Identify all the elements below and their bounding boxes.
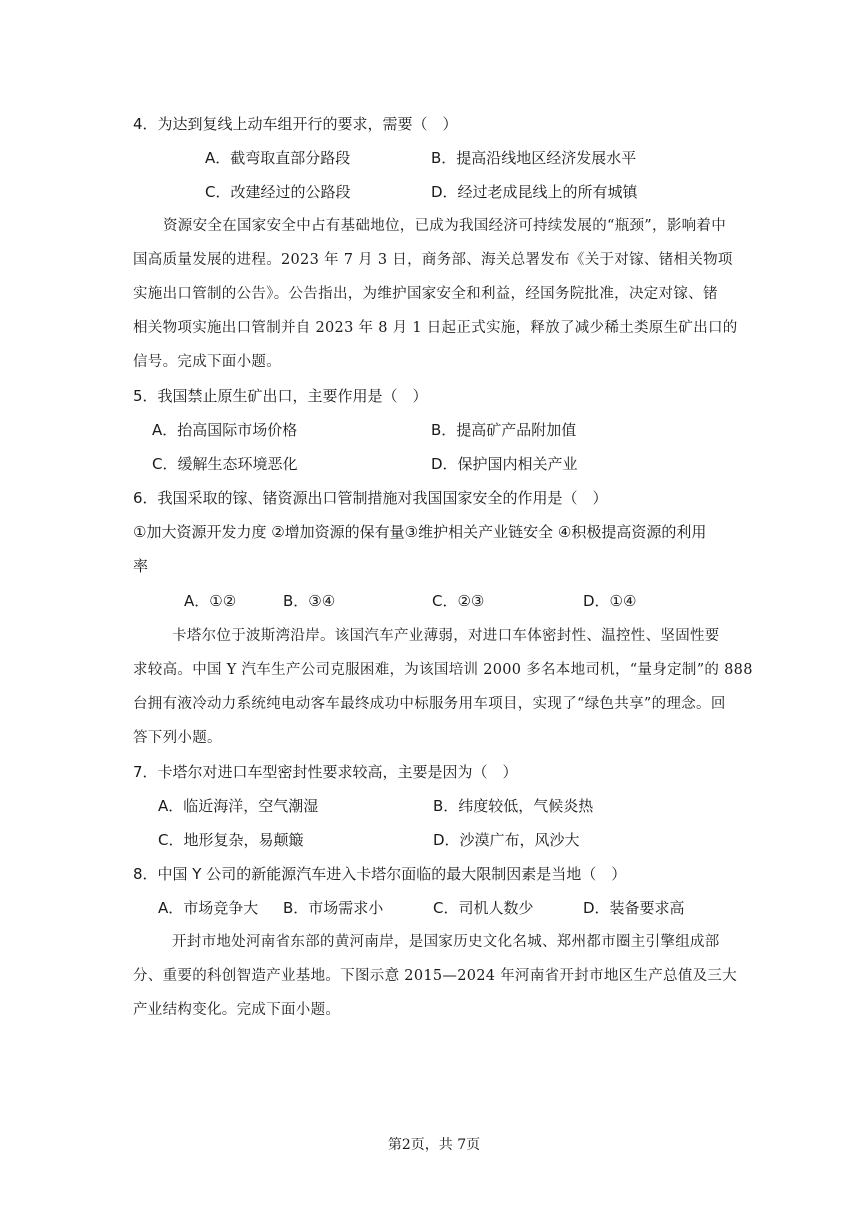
question-4-stem: 4．为达到复线上动车组开行的要求，需要（ ） [133, 115, 458, 133]
question-4-option-d: D．经过老成昆线上的所有城镇 [431, 183, 638, 201]
question-6-option-d: D．①④ [583, 592, 637, 610]
question-5-option-b: B．提高矿产品附加值 [431, 421, 577, 439]
question-6-stem: 6．我国采取的镓、锗资源出口管制措施对我国国家安全的作用是（ ） [133, 489, 608, 507]
question-6-items-continued: 率 [133, 557, 149, 575]
passage-1-line-5: 信号。完成下面小题。 [133, 354, 281, 370]
question-8-stem: 8．中国 Y 公司的新能源汽车进入卡塔尔面临的最大限制因素是当地（ ） [133, 865, 627, 883]
question-8-option-a: A．市场竞争大 [158, 899, 259, 917]
question-6-items: ①加大资源开发力度 ②增加资源的保有量③维护相关产业链安全 ④积极提高资源的利用 [133, 523, 707, 541]
page-number-footer: 第2页，共 7页 [387, 1137, 481, 1153]
question-5-stem: 5．我国禁止原生矿出口，主要作用是（ ） [133, 387, 428, 405]
passage-1-line-1: 资源安全在国家安全中占有基础地位，已成为我国经济可持续发展的“瓶颈”，影响着中 [163, 218, 727, 234]
passage-2-line-4: 答下列小题。 [133, 730, 222, 746]
question-5-option-d: D．保护国内相关产业 [431, 455, 578, 473]
passage-3-line-1: 开封市地处河南省东部的黄河南岸，是国家历史文化名城、郑州都市圈主引擎组成部 [172, 934, 720, 950]
passage-1-line-2: 国高质量发展的进程。2023 年 7 月 3 日，商务部、海关总署发布《关于对镓、锗相关物项 [133, 252, 733, 268]
passage-1-line-4: 相关物项实施出口管制并自 2023 年 8 月 1 日起正式实施，释放了减少稀土类原生矿出口的 [133, 320, 738, 336]
passage-2-line-2: 求较高。中国 Y 汽车生产公司克服困难，为该国培训 2000 多名本地司机，“量身定制”的 888 [133, 662, 753, 678]
passage-1-line-3: 实施出口管制的公告》。公告指出，为维护国家安全和利益，经国务院批准，决定对镓、锗 [133, 286, 718, 302]
question-5-option-c: C．缓解生态环境恶化 [152, 455, 298, 473]
question-5-option-a: A．抬高国际市场价格 [152, 421, 298, 439]
question-7-option-d: D．沙漠广布，风沙大 [433, 831, 580, 849]
question-4-option-b: B．提高沿线地区经济发展水平 [431, 149, 637, 167]
passage-3-line-3: 产业结构变化。完成下面小题。 [133, 1002, 341, 1018]
question-7-stem: 7．卡塔尔对进口车型密封性要求较高，主要是因为（ ） [133, 763, 518, 781]
question-8-option-c: C．司机人数少 [433, 899, 534, 917]
question-8-option-d: D．装备要求高 [583, 899, 685, 917]
question-6-option-c: C．②③ [432, 592, 485, 610]
question-4-option-c: C．改建经过的公路段 [205, 183, 351, 201]
question-8-option-b: B．市场需求小 [283, 899, 384, 917]
question-4-option-a: A．截弯取直部分路段 [205, 149, 351, 167]
passage-2-line-3: 台拥有液冷动力系统纯电动客车最终成功中标服务用车项目，实现了“绿色共享”的理念。回 [133, 696, 726, 712]
question-6-option-a: A．①② [184, 592, 237, 610]
question-7-option-b: B．纬度较低，气候炎热 [433, 797, 594, 815]
question-6-option-b: B．③④ [283, 592, 336, 610]
passage-3-line-2: 分、重要的科创智造产业基地。下图示意 2015—2024 年河南省开封市地区生产总值及三大 [133, 968, 738, 984]
question-7-option-c: C．地形复杂，易颠簸 [158, 831, 304, 849]
passage-2-line-1: 卡塔尔位于波斯湾沿岸。该国汽车产业薄弱，对进口车体密封性、温控性、坚固性要 [172, 628, 720, 644]
question-7-option-a: A．临近海洋，空气潮湿 [158, 797, 319, 815]
